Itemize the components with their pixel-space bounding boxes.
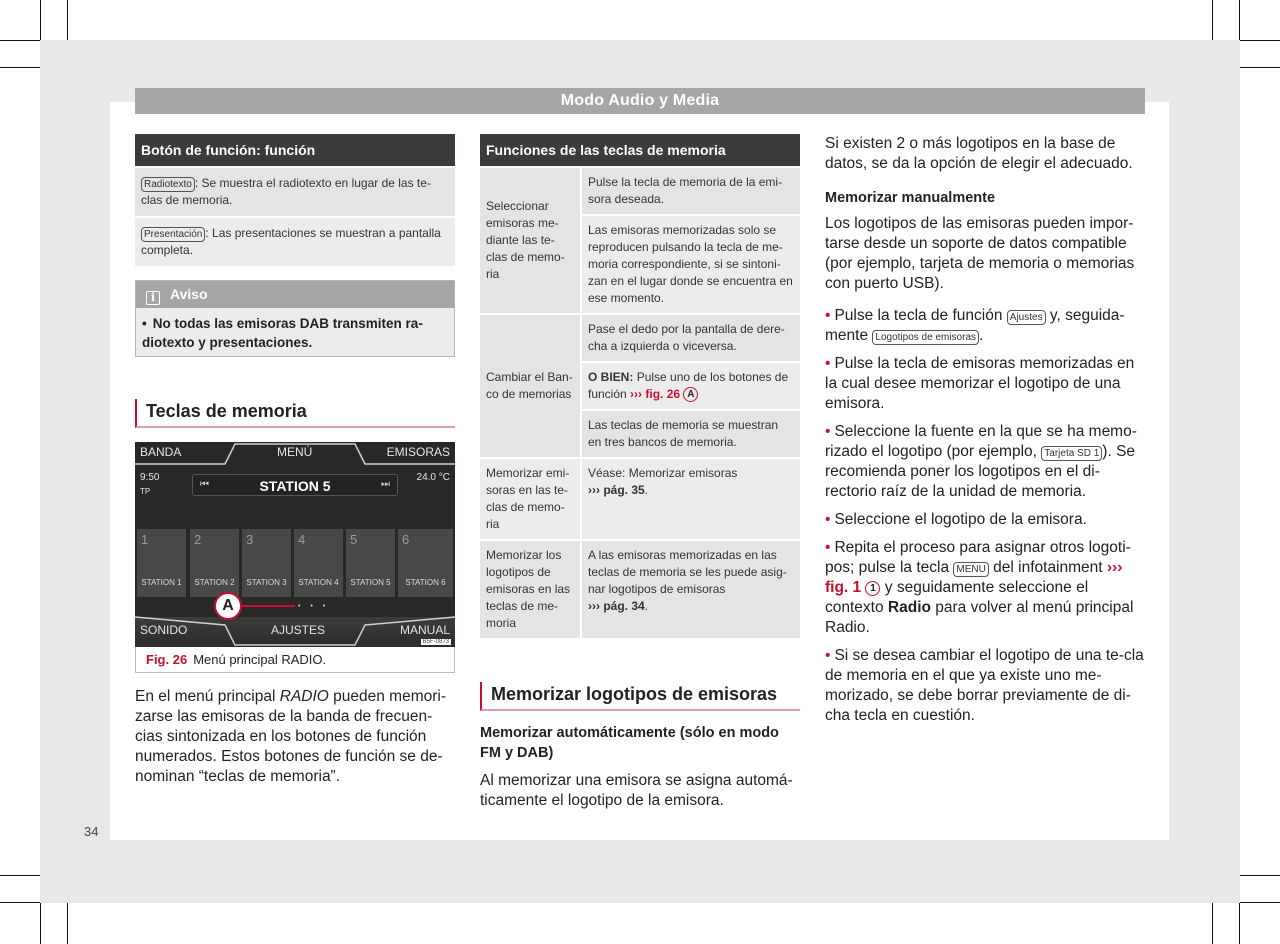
- info-icon: i: [146, 291, 160, 305]
- preset-button: 4 STATION 4: [294, 529, 343, 597]
- tp-indicator: TP: [140, 487, 151, 496]
- crop-mark: [1240, 875, 1280, 876]
- temperature: 24.0 °C: [416, 472, 450, 483]
- bank-dots: • • •: [298, 603, 330, 610]
- memory-functions-table: [480, 168, 800, 638]
- notice-header: [136, 281, 454, 308]
- subhead-manual: Memorizar manualmente: [825, 190, 996, 206]
- key-ajustes: Ajustes: [1007, 310, 1046, 325]
- caption-text: Menú principal RADIO.: [193, 652, 327, 667]
- figure-caption: [135, 647, 455, 673]
- crop-mark: [1240, 902, 1280, 903]
- crop-mark: [1212, 903, 1213, 944]
- stations-button: EMISORAS: [386, 445, 450, 459]
- crop-mark: [67, 0, 68, 40]
- table-row-label: Seleccionar emisoras me-diante las te-clas de memo-ria: [480, 168, 580, 313]
- table-row-label: Cambiar el Ban-co de memorias: [480, 315, 580, 457]
- subhead-auto: Memorizar automáticamente (sólo en modo FM y DAB): [480, 725, 779, 761]
- left-column: [135, 134, 455, 787]
- row-text: : Las presentaciones se muestran a pantalla completa.: [141, 226, 441, 257]
- next-icon: ⏭: [381, 479, 390, 490]
- preset-button: 3 STATION 3: [242, 529, 291, 597]
- key-menu: MENU: [953, 562, 988, 577]
- table-cell: Pase el dedo por la pantalla de dere-cha a izquierda o viceversa.: [582, 315, 800, 361]
- crop-mark: [1240, 67, 1280, 68]
- callout-line: [240, 605, 295, 607]
- page-link[interactable]: ››› pág. 35: [588, 483, 645, 497]
- key-presentacion: Presentación: [141, 227, 205, 242]
- manual-paragraph: Los logotipos de las emisoras pueden impor-tarse desde un soporte de datos compatible (por ejemplo, tarjeta de memoria o memorias con puerto USB).: [825, 215, 1135, 292]
- step-item: • Seleccione la fuente en la que se ha memo-rizado el logotipo (por ejemplo, Tarjeta SD 1 ). Se recomienda poner los logotipos en el di-rectorio raíz de la unidad de memoria.: [825, 423, 1137, 500]
- figure-link[interactable]: ››› fig. 26: [630, 387, 681, 401]
- step-item: • Repita el proceso para asignar otros logoti-pos; pulse la tecla MENU del infotainment ››› fig. 1 1 y seguidamente seleccione el contexto Radio para volver al menú principal Radio.: [825, 539, 1134, 636]
- callout-a-ref: A: [683, 387, 698, 402]
- sound-button: SONIDO: [140, 623, 188, 637]
- station-name: STATION 5: [259, 478, 331, 494]
- prev-icon: ⏮: [200, 479, 209, 490]
- crop-mark: [40, 0, 41, 40]
- callout-a: A: [214, 592, 242, 620]
- table-header: Botón de función: función: [135, 134, 455, 166]
- page-number: 34: [84, 824, 99, 839]
- right-column: [825, 134, 1145, 726]
- section-title-teclas: Teclas de memoria: [135, 399, 455, 428]
- key-tarjeta-sd: Tarjeta SD 1: [1041, 446, 1102, 461]
- clock: 9:50: [140, 472, 160, 483]
- crop-mark: [1240, 40, 1280, 41]
- settings-button: AJUSTES: [271, 623, 326, 637]
- figure-number: Fig. 26: [146, 652, 188, 667]
- step-item: • Seleccione el logotipo de la emisora.: [825, 511, 1087, 528]
- auto-paragraph: Al memorizar una emisora se asigna automá-ticamente el logotipo de la emisora.: [480, 772, 793, 809]
- table-row: [135, 218, 455, 266]
- crop-mark: [0, 67, 40, 68]
- notice-text: No todas las emisoras DAB transmiten ra-diotexto y presentaciones.: [142, 316, 423, 350]
- notice-box: [135, 280, 455, 357]
- menu-button: MENÚ: [277, 445, 313, 459]
- manual-button: MANUAL: [399, 623, 450, 637]
- table-header: Funciones de las teclas de memoria: [480, 134, 800, 166]
- table-cell: O BIEN: Pulse uno de los botones de función ››› fig. 26 A: [582, 363, 800, 409]
- table-row-label: Memorizar los logotipos de emisoras en las teclas de me-moria: [480, 541, 580, 638]
- key-radiotexto: Radiotexto: [141, 177, 195, 192]
- radio-menu-figure: [135, 442, 455, 647]
- intro-paragraph: En el menú principal RADIO pueden memori-zarse las emisoras de la banda de frecuen-cias sintonizada en los botones de función numerados. Estos botones de función se de-nominan “teclas de memoria”.: [135, 688, 447, 785]
- figure-link[interactable]: ››› fig. 1: [825, 559, 1123, 596]
- step-item: • Pulse la tecla de emisoras memorizadas en la cual desee memorizar el logotipo de una emisora.: [825, 355, 1135, 412]
- table-cell: Las emisoras memorizadas solo se reproducen pulsando la tecla de me-moria correspondiente, si se sintoni-zan en el lugar donde se encuentra en ese momento.: [582, 216, 800, 313]
- table-cell: Las teclas de memoria se muestran en tres bancos de memoria.: [582, 411, 800, 457]
- step-item: • Si se desea cambiar el logotipo de una te-cla de memoria en el que ya existe uno me-morizado, se debe borrar previamente de di-cha tecla en cuestión.: [825, 647, 1144, 724]
- crop-mark: [0, 875, 40, 876]
- intro-paragraph: Si existen 2 o más logotipos en la base de datos, se da la opción de elegir el adecuado.: [825, 135, 1133, 172]
- crop-mark: [1239, 0, 1240, 40]
- table-cell: A las emisoras memorizadas en las teclas de memoria se les puede asig-nar logotipos de emisoras ››› pág. 34.: [582, 541, 800, 638]
- crop-mark: [1212, 0, 1213, 40]
- row-text: : Se muestra el radiotexto en lugar de las te-clas de memoria.: [141, 176, 431, 207]
- crop-mark: [0, 902, 40, 903]
- table-cell: Véase: Memorizar emisoras ››› pág. 35.: [582, 459, 800, 539]
- preset-button: 2 STATION 2: [190, 529, 239, 597]
- function-table: [135, 134, 455, 266]
- preset-button: 1 STATION 1: [137, 529, 186, 597]
- preset-button: 5 STATION 5: [346, 529, 395, 597]
- figure-code: B5F-0873: [422, 639, 449, 645]
- notice-body: [136, 308, 454, 356]
- crop-mark: [0, 40, 40, 41]
- key-logotipos: Logotipos de emisoras: [872, 330, 979, 345]
- station-display: [192, 474, 398, 496]
- step-item: • Pulse la tecla de función Ajustes y, seguida-mente Logotipos de emisoras .: [825, 307, 1125, 344]
- crop-mark: [1239, 903, 1240, 944]
- table-row-label: Memorizar emi-soras en las te-clas de memo-ria: [480, 459, 580, 539]
- crop-mark: [67, 903, 68, 944]
- callout-1-ref: 1: [865, 581, 880, 596]
- notice-title: Aviso: [170, 286, 208, 302]
- chapter-header: Modo Audio y Media: [135, 88, 1145, 114]
- middle-column: [480, 134, 800, 811]
- table-row: [135, 168, 455, 216]
- table-cell: Pulse la tecla de memoria de la emi-sora deseada.: [582, 168, 800, 214]
- crop-mark: [40, 903, 41, 944]
- section-title-logotipos: Memorizar logotipos de emisoras: [480, 682, 800, 711]
- band-button: BANDA: [140, 445, 182, 459]
- bullet: •: [142, 316, 147, 331]
- page-link[interactable]: ››› pág. 34: [588, 599, 645, 613]
- preset-button: 6 STATION 6: [398, 529, 453, 597]
